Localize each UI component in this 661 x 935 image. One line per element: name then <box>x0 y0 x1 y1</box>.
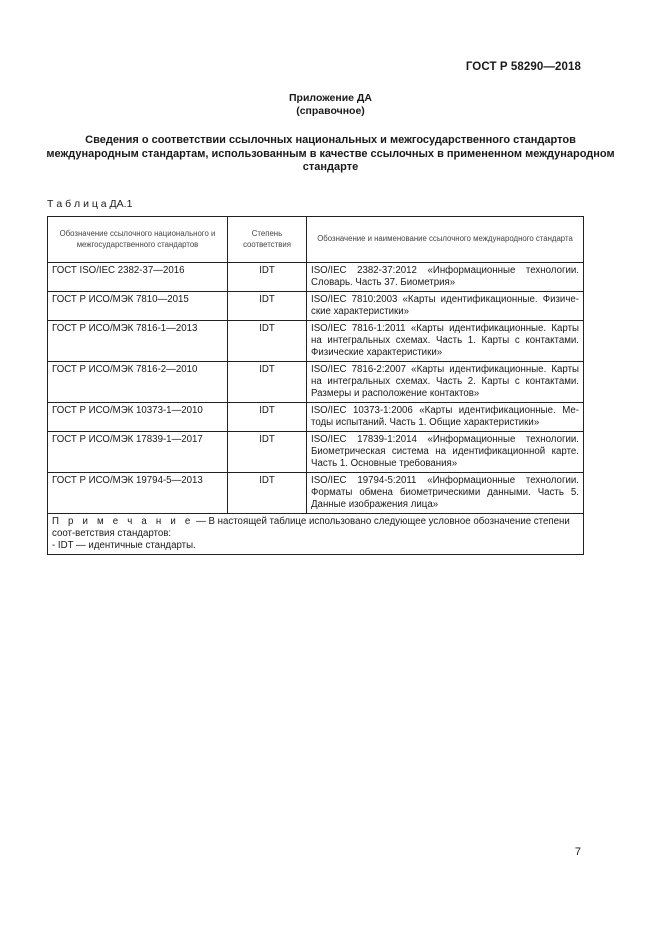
international-standard-cell: ISO/IEC 19794-5:2011 «Информационные технологии. Форматы обмена биометрическими данными. Часть 5. Данные изображения лица» <box>307 473 584 514</box>
section-title: Сведения о соответствии ссылочных национальных и межгосударственного стандартов международным стандартам, использованным в качестве ссылочных в примененном международном стандарте <box>46 134 615 173</box>
page-number: 7 <box>574 846 581 858</box>
degree-cell: IDT <box>228 432 307 473</box>
table-row <box>48 403 584 432</box>
note-text: — В настоящей таблице использовано следующее условное обозначение степени соот-ветствия стандартов: <box>52 516 570 539</box>
national-standard-cell: ГОСТ Р ИСО/МЭК 17839-1—2017 <box>48 432 228 473</box>
international-standard-cell: ISO/IEC 10373-1:2006 «Карты идентификационные. Ме-тоды испытаний. Часть 1. Общие характеристики» <box>307 403 584 432</box>
table-row <box>48 432 584 473</box>
degree-cell: IDT <box>228 292 307 321</box>
table-note <box>48 514 584 555</box>
column-header-international: Обозначение и наименование ссылочного международного стандарта <box>307 217 584 263</box>
national-standard-cell: ГОСТ ISO/IEC 2382-37—2016 <box>48 263 228 292</box>
table-row <box>48 263 584 292</box>
note-label: П р и м е ч а н и е <box>52 516 194 527</box>
degree-cell: IDT <box>228 321 307 362</box>
annex-subtitle: (справочное) <box>296 105 365 117</box>
table-label: Т а б л и ц а ДА.1 <box>47 198 133 210</box>
national-standard-cell: ГОСТ Р ИСО/МЭК 7816-1—2013 <box>48 321 228 362</box>
table-header-row <box>48 217 584 263</box>
national-standard-cell: ГОСТ Р ИСО/МЭК 7810—2015 <box>48 292 228 321</box>
table-row <box>48 321 584 362</box>
table-row <box>48 292 584 321</box>
international-standard-cell: ISO/IEC 7816-2:2007 «Карты идентификационные. Карты на интегральных схемах. Часть 2. Карты с контактами. Размеры и расположение контактов» <box>307 362 584 403</box>
degree-cell: IDT <box>228 263 307 292</box>
table-note-row <box>48 514 584 555</box>
table-row <box>48 362 584 403</box>
conformity-table <box>47 216 584 555</box>
column-header-degree: Степень соответствия <box>228 217 307 263</box>
annex-title: Приложение ДА <box>289 92 372 104</box>
document-code: ГОСТ Р 58290—2018 <box>465 61 581 73</box>
international-standard-cell: ISO/IEC 17839-1:2014 «Информационные технологии. Биометрическая система на идентификационной карте. Часть 1. Основные требования» <box>307 432 584 473</box>
degree-cell: IDT <box>228 362 307 403</box>
international-standard-cell: ISO/IEC 7810:2003 «Карты идентификационные. Физиче-ские характеристики» <box>307 292 584 321</box>
national-standard-cell: ГОСТ Р ИСО/МЭК 10373-1—2010 <box>48 403 228 432</box>
annex-heading <box>0 92 661 118</box>
international-standard-cell: ISO/IEC 2382-37:2012 «Информационные технологии. Словарь. Часть 37. Биометрия» <box>307 263 584 292</box>
column-header-national: Обозначение ссылочного национального и межгосударственного стандартов <box>48 217 228 263</box>
international-standard-cell: ISO/IEC 7816-1:2011 «Карты идентификационные. Карты на интегральных схемах. Часть 1. Карты с контактами. Физические характеристики» <box>307 321 584 362</box>
table-row <box>48 473 584 514</box>
degree-cell: IDT <box>228 473 307 514</box>
note-item: - IDT — идентичные стандарты. <box>52 540 196 551</box>
degree-cell: IDT <box>228 403 307 432</box>
national-standard-cell: ГОСТ Р ИСО/МЭК 7816-2—2010 <box>48 362 228 403</box>
national-standard-cell: ГОСТ Р ИСО/МЭК 19794-5—2013 <box>48 473 228 514</box>
